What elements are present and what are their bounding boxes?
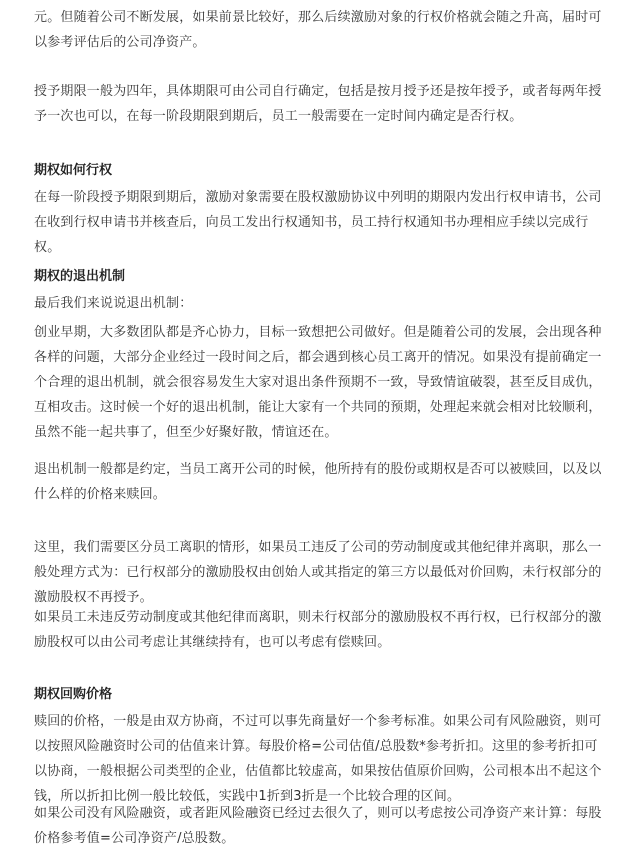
section-heading-buyback: 期权回购价格 (34, 687, 113, 702)
buyback-paragraph-2: 如果公司没有风险融资，或者距风险融资已经过去很久了，则可以考虑按公司净资产来计算：每股价格参考值=公司净资产/总股数。 (34, 806, 602, 846)
buyback-paragraph-1: 赎回的价格，一般是由双方协商，不过可以事先商量好一个参考标准。如果公司有风险融资，则可以按照风险融资时公司的估值来计算。每股价格=公司估值/总股数*参考折扣。这里的参考折扣可以协商，一般根据公司类型的企业，估值都比较虚高，如果按估值原价回购，公司根本出不起这个钱，所以折扣比例一般比较低，实践中1折到3折是一个比较合理的区间。 (34, 714, 602, 804)
exit-lead-paragraph: 最后我们来说说退出机制： (34, 296, 193, 311)
section-heading-exit: 期权的退出机制 (34, 269, 126, 284)
section-heading-exercise: 期权如何行权 (34, 163, 113, 178)
exit-paragraph-2: 退出机制一般都是约定，当员工离开公司的时候，他所持有的股份或期权是否可以被赎回，以及以什么样的价格来赎回。 (34, 462, 602, 502)
intro-paragraph: 元。但随着公司不断发展，如果前景比较好，那么后续激励对象的行权价格就会随之升高，届时可以参考评估后的公司净资产。 (34, 10, 602, 50)
vesting-paragraph: 授予期限一般为四年，具体期限可由公司自行确定，包括是按月授予还是按年授予，或者每两年授予一次也可以，在每一阶段期限到期后，员工一般需要在一定时间内确定是否行权。 (34, 84, 602, 124)
exit-paragraph-4: 如果员工未违反劳动制度或其他纪律而离职，则未行权部分的激励股权不再行权，已行权部分的激励股权可以由公司考虑让其继续持有，也可以考虑有偿赎回。 (34, 610, 602, 650)
exit-paragraph-3: 这里，我们需要区分员工离职的情形，如果员工违反了公司的劳动制度或其他纪律并离职，那么一般处理方式为：已行权部分的激励股权由创始人或其指定的第三方以最低对价回购，未行权部分的激励股权不再授予。 (34, 540, 602, 605)
exercise-paragraph: 在每一阶段授予期限到期后，激励对象需要在股权激励协议中列明的期限内发出行权申请书，公司在收到行权申请书并核查后，向员工发出行权通知书，员工持行权通知书办理相应手续以完成行权。 (34, 190, 602, 255)
exit-paragraph-1: 创业早期，大多数团队都是齐心协力，目标一致想把公司做好。但是随着公司的发展，会出现各种各样的问题，大部分企业经过一段时间之后，都会遇到核心员工离开的情况。如果没有提前确定一个合理的退出机制，就会很容易发生大家对退出条件预期不一致，导致情谊破裂，甚至反目成仇，互相攻击。这时候一个好的退出机制，能让大家有一个共同的预期，处理起来就会相对比较顺利，虽然不能一起共事了，但至少好聚好散，情谊还在。 (34, 325, 602, 440)
